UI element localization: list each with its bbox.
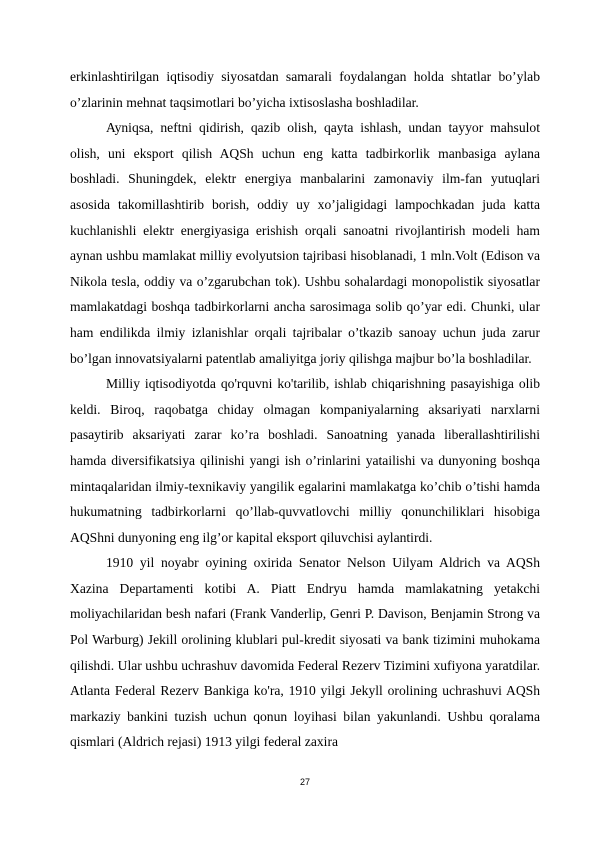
document-body bbox=[70, 64, 540, 755]
paragraph-federal-reserve: 1910 yil noyabr oyining oxirida Senator Nelson Uilyam Aldrich va AQSh Xazina Departamenti kotibi A. Piatt Endryu hamda mamlakatning yetakchi moliyachilaridan besh nafari (Frank Vanderlip, Genri P. Davison, Benjamin Strong va Pol Warburg) Jekill orolining klublari pul-kredit siyosati va bank tizimini muhokama qilishdi. Ular ushbu uchrashuv davomida Federal Rezerv Tizimini xufiyona yaratdilar. Atlanta Federal Rezerv Bankiga ko'ra, 1910 yilgi Jekyll orolining uchrashuvi AQSh markaziy bankini tuzish uchun qonun loyihasi bilan yakunlandi. Ushbu qoralama qismlari (Aldrich rejasi) 1913 yilgi federal zaxira bbox=[70, 555, 540, 750]
paragraph-oil-industry: Ayniqsa, neftni qidirish, qazib olish, qayta ishlash, undan tayyor mahsulot olish, uni eksport qilish AQSh uchun eng katta tadbirkorlik manbasiga aylana boshladi. Shuningdek, elektr energiya manbalarini zamonaviy ilm-fan yutuqlari asosida takomillashtirib borish, oddiy uy xo’jaligidagi lampochkadan juda katta kuchlanishli elektr energiyasiga erishish orqali sanoatni rivojlantirish modeli ham aynan ushbu mamlakat milliy evolyutsion tajribasi hisoblanadi, 1 mln.Volt (Edison va Nikola tesla, oddiy va o’zgarubchan tok). Ushbu sohalardagi monopolistik siyosatlar mamlakatdagi boshqa tadbirkorlarni ancha sarosimaga solib qo’yar edi. Chunki, ular ham endilikda ilmiy izlanishlar orqali tajribalar o’tkazib sanoay uchun juda zarur bo’lgan innovatsiyalarni patentlab amaliyitga joriy qilishga majbur bo’la boshladilar. bbox=[70, 120, 540, 366]
paragraph-national-economy: Milliy iqtisodiyotda qo'rquvni ko'tarilib, ishlab chiqarishning pasayishiga olib keldi. Biroq, raqobatga chiday olmagan kompaniyalarning aksariyati narxlarni pasaytirib aksariyati zarar ko’ra boshladi. Sanoatning yanada liberallashtirilishi hamda diversifikatsiya qilinishi yangi ish o’rinlarini yatailishi va dunyoning boshqa mintaqalaridan ilmiy-texnikaviy yangilik egalarini mamlakatga ko’chib o’tishi hamda hukumatning tadbirkorlarni qo’llab-quvvatlovchi milliy qonunchiliklari hisobiga AQShni dunyoning eng ilg’or kapital eksport qiluvchisi aylantirdi. bbox=[70, 376, 540, 545]
paragraph-continuation: erkinlashtirilgan iqtisodiy siyosatdan samarali foydalangan holda shtatlar bo’ylab o’zlarinin mehnat taqsimotlari bo’yicha ixtisoslasha boshladilar. bbox=[70, 69, 540, 110]
page-number: 27 bbox=[299, 777, 310, 787]
